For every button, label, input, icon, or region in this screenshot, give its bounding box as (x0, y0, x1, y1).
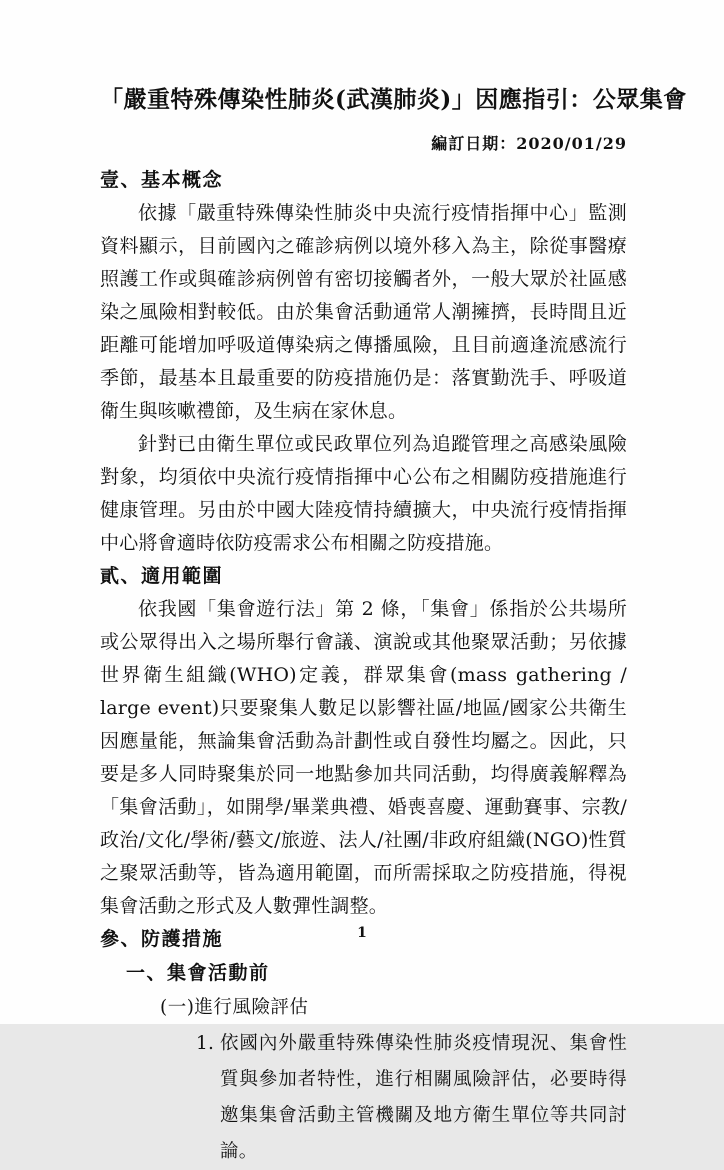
subsection-heading-before-gathering: 一、集會活動前 (126, 962, 270, 984)
document-content (100, 84, 687, 1170)
item-heading-risk-assessment: (一)進行風險評估 (160, 997, 309, 1018)
paragraph-basic-concepts-1: 依據「嚴重特殊傳染性肺炎中央流行疫情指揮中心」監測資料顯示，目前國內之確診病例以境外移入為主，除從事醫療照護工作或與確診病例曾有密切接觸者外，一般大眾於社區感染之風險相對較低。由於集會活動通常人潮擁擠，長時間且近距離可能增加呼吸道傳染病之傳播風險，且目前適逢流感流行季節，最基本且最重要的防疫措施仍是：落實勤洗手、呼吸道衛生與咳嗽禮節，及生病在家休息。 (100, 202, 627, 422)
numbered-item-1 (196, 1026, 627, 1170)
paragraph-basic-concepts-2: 針對已由衛生單位或民政單位列為追蹤管理之高感染風險對象，均須依中央流行疫情指揮中心公布之相關防疫措施進行健康管理。另由於中國大陸疫情持續擴大，中央流行疫情指揮中心將會適時依防疫需求公布相關之防疫措施。 (100, 433, 627, 554)
numbered-item-text: 依國內外嚴重特殊傳染性肺炎疫情現況、集會性質與參加者特性，進行相關風險評估，必要時得邀集集會活動主管機關及地方衛生單位等共同討論。 (220, 1033, 627, 1162)
paragraph-scope-1: 依我國「集會遊行法」第 2 條，「集會」係指於公共場所或公眾得出入之場所舉行會議、演說或其他聚眾活動；另依據世界衛生組織(WHO)定義，群眾集會(mass gathering / large event)只要聚集人數足以影響社區/地區/國家公共衛生因應量能，無論集會活動為計劃性或自發性均屬之。因此，只要是多人同時聚集於同一地點參加共同活動，均得廣義解釋為「集會活動」，如開學/畢業典禮、婚喪喜慶、運動賽事、宗教/政治/文化/學術/藝文/旅遊、法人/社團/非政府組織(NGO)性質之聚眾活動等，皆為適用範圍，而所需採取之防疫措施，得視集會活動之形式及人數彈性調整。 (100, 598, 627, 917)
numbered-item-number: 1. (196, 1033, 215, 1054)
section-heading-basic-concepts: 壹、基本概念 (100, 169, 224, 191)
section-heading-protective-measures: 參、防護措施 (100, 928, 224, 950)
page-number: 1 (357, 925, 367, 941)
revision-date: 編訂日期：2020/01/29 (431, 134, 627, 153)
section-heading-scope: 貳、適用範圍 (100, 565, 224, 587)
document-title: 「嚴重特殊傳染性肺炎(武漢肺炎)」因應指引：公眾集會 (100, 86, 687, 113)
